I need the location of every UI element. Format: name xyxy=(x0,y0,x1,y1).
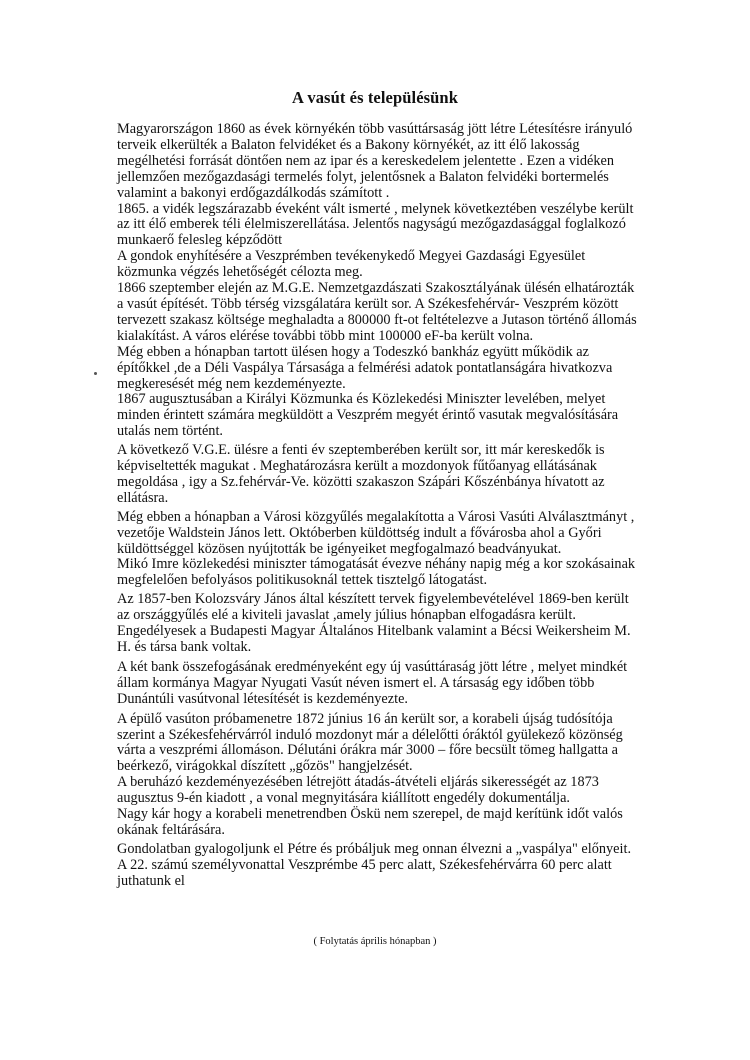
paragraph: Még ebben a hónapban a Városi közgyűlés megalakította a Városi Vasúti Alválasztmányt , vezetője Waldstein János lett. Októberben küldöttség indult a fővárosba ahol a Győri küldöttséggel közösen nyújtották be igényeiket megfogalmazó beadványukat. xyxy=(117,508,635,557)
paragraph: Gondolatban gyalogoljunk el Pétre és próbáljuk meg onnan élvezni a „vaspálya" előnyeit. xyxy=(117,840,632,857)
paragraph: A 22. számú személyvonattal Veszprémbe 45 perc alatt, Székesfehérvárra 60 perc alatt juthatunk el xyxy=(117,856,612,889)
paragraph: A beruházó kezdeményezésében létrejött átadás-átvételi eljárás sikerességét az 1873 augusztus 9-én kiadott , a vonal megnyitására kiállított engedély dokumentálja. xyxy=(117,774,599,807)
paragraph: Az 1857-ben Kolozsváry János által készített tervek figyelembevételével 1869-ben került az országgyűlés elé a kiviteli javaslat ,amely július hónapban elfogadásra került. Engedélyesek a Budapesti Magyar Általános Hitelbank valamint a Bécsi Weikersheim M. H. és társa bank voltak. xyxy=(117,591,631,655)
paragraph: A következő V.G.E. ülésre a fenti év szeptemberében került sor, itt már kereskedők is képviseltették magukat . Meghatározásra került a mozdonyok fűtőanyag ellátásának megoldása , igy a Sz.fehérvár-Ve. közötti szakaszon Szápári Kőszénbánya hívatott az ellátásra. xyxy=(117,442,605,506)
paragraph: Nagy kár hogy a korabeli menetrendben Öskü nem szerepel, de majd kerítünk időt valós okának feltárására. xyxy=(117,806,623,838)
scan-speck xyxy=(94,372,97,375)
paragraph: 1866 szeptember elején az M.G.E. Nemzetgazdászati Szakosztályának ülésén elhatározták a vasút építését. Több térség vizsgálatára került sor. A Székesfehérvár- Veszprém között tervezett szakasz költsége meghaladta a 800000 ft-ot feltételezve a Jutason történő állomás kialakítást. A város elérése további több mint 100000 eF-ba került volna. xyxy=(117,280,637,344)
paragraph: 1865. a vidék legszárazabb éveként vált ismerté , melynek következtében veszélybe került az itt élő emberek téli élelmiszerellátása. Jelentős nagyságú mezőgazdasággal foglalkozó munkaerő felesleg képződött xyxy=(117,200,634,249)
paragraph: A gondok enyhítésére a Veszprémben tevékenykedő Megyei Gazdasági Egyesület közmunka végzés lehetőségét célozta meg. xyxy=(117,248,586,281)
paragraph: Mikó Imre közlekedési miniszter támogatását évezve néhány napig még a kor szokásainak megfelelően befolyásos politikusoknál tettek tisztelgő látogatást. xyxy=(117,556,636,589)
paragraph: A két bank összefogásának eredményeként egy új vasúttáraság jött létre , melyet mindkét állam kormánya Magyar Nyugati Vasút néven ismert el. A társaság egy időben több Dunántúli vasútvonal létesítését is kezdeményezte. xyxy=(117,658,628,707)
paragraph: Magyarországon 1860 as évek környékén több vasúttársaság jött létre Létesítésre irányuló terveik elkerülték a Balaton felvidéket és a Bakony környékét, az itt élő lakosság megélhetési forrását döntően nem az ipar és a kereskedelem jelentette . Ezen a vidéken jellemzően mezőgazdasági termelés folyt, jelentősnek a Balaton felvidéki bortermelés valamint a bakonyi erdőgazdálkodás számított . xyxy=(117,121,633,201)
page-title: A vasút és településünk xyxy=(292,88,458,107)
article-body xyxy=(117,122,642,890)
paragraph: 1867 augusztusában a Királyi Közmunka és Közlekedési Miniszter levelében, melyet minden érintett számára megküldött a Veszprém megyét érintő vasutak megvalósítására utalás nem történt. xyxy=(117,391,619,440)
continuation-note: ( Folytatás április hónapban ) xyxy=(313,936,437,947)
paragraph: Még ebben a hónapban tartott ülésen hogy a Todeszkó bankház együtt működik az építőkkel ,de a Déli Vaspálya Társasága a felmérési adatok pontatlanságára hivatkozva megkeresését még nem kezdeményezte. xyxy=(117,343,613,392)
paragraph: A épülő vasúton próbamenetre 1872 június 16 án került sor, a korabeli újság tudósítója szerint a Székesfehérvárról induló mozdonyt már a délelőtti óráktól gyülekező közönség várta a veszprémi állomáson. Délutáni órákra már 3000 – főre becsült tömeg hallgatta a beérkező, virágokkal díszített „gőzös" hangjelzését. xyxy=(117,710,623,775)
